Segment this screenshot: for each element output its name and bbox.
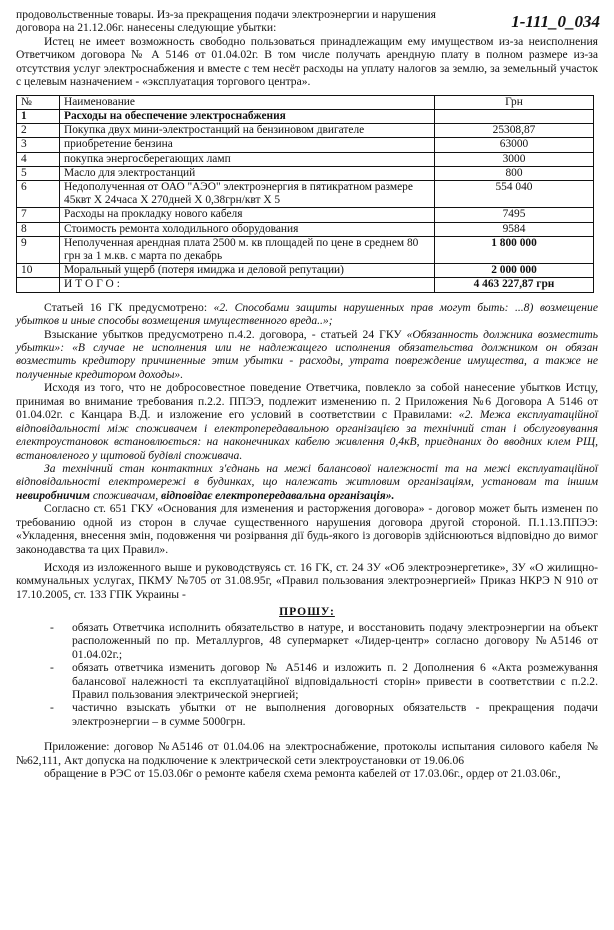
list-item: - обязать Ответчика исполнить обязательство в натуре, и восстановить подачу электроэнергии на объект расположенный по пр. Металлургов, 48 супермаркет «Лидер-центр» согласно договору №А5146 от 01.04.02г.; <box>72 621 598 661</box>
table-row <box>17 138 594 152</box>
row-number: 6 <box>17 180 60 207</box>
paragraph-article-24 <box>16 328 598 382</box>
row-name: Недополученная от ОАО "АЭО" электроэнергия в пятикратном размере 45квт Х 24часа Х 270дней Х 0,38грн/квт Х 5 <box>60 180 435 207</box>
document-id: 1-111_0_034 <box>511 12 600 31</box>
header-number: № <box>17 95 60 109</box>
text-quote: За технічний стан контактних з'єднань на межі балансової належності та на межі експлуатаційної відповідальності електромережі в будинках, що належать житловим організаціям, установам та іншим <box>16 461 598 489</box>
header-amount: Грн <box>435 95 594 109</box>
paragraph-article-16 <box>16 301 598 328</box>
row-name: Моральный ущерб (потеря имиджа и деловой репутации) <box>60 264 435 278</box>
table-row <box>17 180 594 207</box>
text-emphasis: невиробничим <box>16 488 90 502</box>
row-amount <box>435 109 594 123</box>
table-row <box>17 152 594 166</box>
row-number: 4 <box>17 152 60 166</box>
paragraph-article-651: Согласно ст. 651 ГКУ «Основания для изменения и расторжения договора» - договор может быть изменен по требованию одной из сторон в случае существенного нарушения договора другой стороной. П.1.13.ППЭЭ: «Укладення, внесення змін, подовження чи розірвання дії будь-якого із договорів здійснюються відповідно до вимог законодавства та цих Правил». <box>16 502 598 556</box>
row-number: 1 <box>17 109 60 123</box>
row-name: покупка энергосберегающих ламп <box>60 152 435 166</box>
list-item: - обязать ответчика изменить договор № А5146 и изложить п. 2 Дополнения 6 «Акта розмежування балансової належності та експлуатаційної відповідальності сторін» привести в соответствии с п.2.2. Правил пользования электрической энергией; <box>72 661 598 701</box>
row-number: 9 <box>17 236 60 263</box>
row-number: 10 <box>17 264 60 278</box>
table-row <box>17 264 594 278</box>
row-amount: 25308,87 <box>435 124 594 138</box>
losses-table <box>16 95 594 293</box>
text-quote: «Обязанность должника возместить убытки»: «В случае не исполнения или не надлежащего исполнения обязательства должником он обязан возместить кредитору причиненные этим убытки - расходы, утрата повреждение имущества, а также не полученные кредитором доходы». <box>16 327 598 381</box>
table-row <box>17 166 594 180</box>
row-name: Расходы на прокладку нового кабеля <box>60 208 435 222</box>
row-amount: 9584 <box>435 222 594 236</box>
total-value: 4 463 227,87 грн <box>435 278 594 292</box>
request-list <box>16 621 598 729</box>
text-quote: «2. Способами защиты нарушенных прав могут быть: ...8) возмещение убытков и иные способы возмещения имущественного вреда..»; <box>16 300 598 328</box>
row-number: 3 <box>17 138 60 152</box>
row-number: 2 <box>17 124 60 138</box>
row-number: 7 <box>17 208 60 222</box>
row-number: 8 <box>17 222 60 236</box>
table-header-row <box>17 95 594 109</box>
paragraph-responsibility <box>16 462 598 502</box>
paragraph-claim: Истец не имеет возможность свободно пользоваться принадлежащим ему имуществом из-за неисполнения Ответчиком договора № А 5146 от 01.04.02г. В том числе получать арендную плату в полном размере из-за отсутствия услуг электроснабжения и вместе с тем несёт расходы на уплату налогов за землю, за земельный участок с целевым назначением - «эксплуатация торгового центра». <box>16 34 598 89</box>
row-name: Масло для электростанций <box>60 166 435 180</box>
row-amount: 3000 <box>435 152 594 166</box>
total-label: ИТОГО: <box>60 278 435 292</box>
list-item: - частично взыскать убытки от не выполнения договорных обязательств - прекращения подачи электроэнергии – в сумме 5000грн. <box>72 701 598 728</box>
intro-line-1: продовольственные товары. Из-за прекращения подачи электроэнергии и нарушения <box>16 8 436 21</box>
table-row <box>17 124 594 138</box>
row-amount: 1 800 000 <box>435 236 594 263</box>
text-quote: споживачам, <box>89 488 162 502</box>
row-name: Покупка двух мини-электростанций на бензиновом двигателе <box>60 124 435 138</box>
table-row <box>17 222 594 236</box>
text-emphasis: відповідає електропередавальна організація». <box>161 488 395 502</box>
row-name: Неполученная арендная плата 2500 м. кв площадей по цене в среднем 80 грн за 1 м.кв. с марта по декабрь <box>60 236 435 263</box>
row-amount: 800 <box>435 166 594 180</box>
header-name: Наименование <box>60 95 435 109</box>
row-name: Стоимость ремонта холодильного оборудования <box>60 222 435 236</box>
row-number <box>17 278 60 292</box>
row-amount: 2 000 000 <box>435 264 594 278</box>
row-number: 5 <box>17 166 60 180</box>
table-row <box>17 236 594 263</box>
appendix-paragraph-2: обращение в РЭС от 15.03.06г о ремонте кабеля схема ремонта кабелей от 17.03.06г., ордер от 21.03.06г., <box>44 767 561 781</box>
intro-line-2: договора на 21.12.06г. нанесены следующие убытки: <box>16 21 277 35</box>
table-row <box>17 208 594 222</box>
text-plain: Исходя из того, что не добросовестное поведение Ответчика, повлекло за собой нанесение убытков Истцу, принимая во внимание требования п.2.2. ППЭЭ, подлежит изменению п. 2 Приложения №6 Договора А 5146 от 01.04.02г. с Канцара В.Д. и изложение его условий в соответствии с Правилами: <box>16 381 598 422</box>
appendix-paragraph: Приложение: договор №А5146 от 01.04.06 на электроснабжение, протоколы испытания силового кабеля №№62,111, Акт допуска на подключение к электрической сети электроустановки от 19.06.06 <box>16 740 598 767</box>
text-plain: Взыскание убытков предусмотрено п.4.2. договора, - статьей 24 ГКУ <box>44 327 407 341</box>
row-amount: 7495 <box>435 208 594 222</box>
paragraph-legal-basis: Исходя из изложенного выше и руководствуясь ст. 16 ГК, ст. 24 ЗУ «Об электроэнергетике», ЗУ «О жилищно-коммунальных услугах, ПКМУ №705 от 31.08.95г, «Правил пользования электроэнергией» Приказ НКРЭ N 910 от 17.10.2005, ст. 133 ГПК Украины - <box>16 561 598 601</box>
row-amount: 554 040 <box>435 180 594 207</box>
row-name: приобретение бензина <box>60 138 435 152</box>
row-amount: 63000 <box>435 138 594 152</box>
row-name: Расходы на обеспечение электроснабжения <box>60 109 435 123</box>
text-plain: Статьей 16 ГК предусмотрено: <box>44 300 214 314</box>
table-row <box>17 109 594 123</box>
text-quote: «2. Межа експлуатаційної відповідальності між споживачем і електропередавальною організацією за технічний стан і обслуговування електроустановок встановлюється: на наконечниках кабелю живлення 0,4кВ, приєднаних до вводних клем РЩ, встановленого у щитовой будівлі споживача. <box>16 408 598 462</box>
table-total-row <box>17 278 594 292</box>
request-title: ПРОШУ: <box>279 605 335 619</box>
paragraph-rules <box>16 381 598 462</box>
